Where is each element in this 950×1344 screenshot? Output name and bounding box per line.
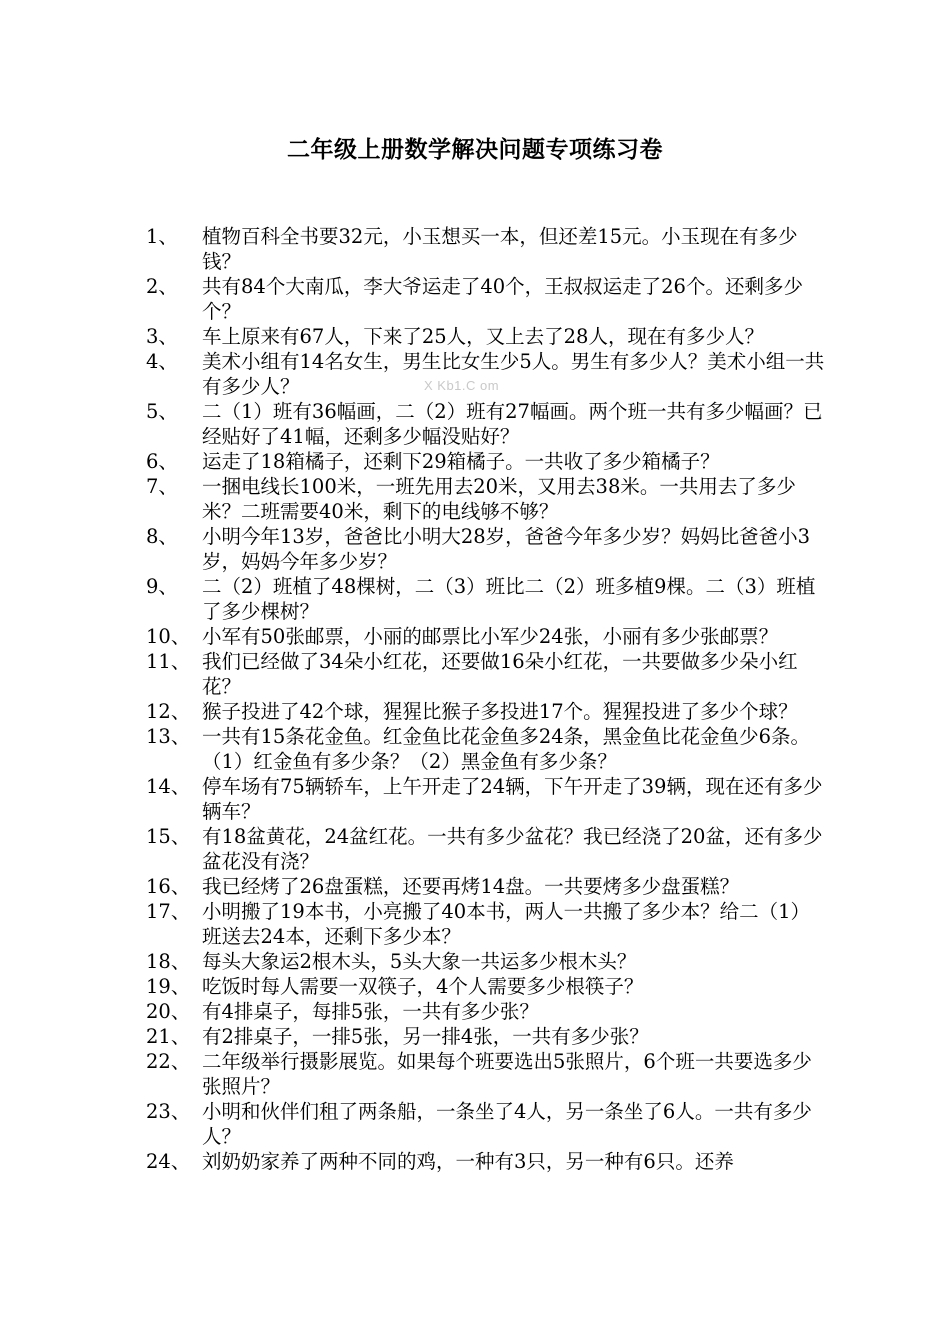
question-item bbox=[146, 324, 826, 349]
question-number: 16、 bbox=[146, 875, 191, 898]
question-text: 运走了18箱橘子，还剩下29箱橘子。一共收了多少箱橘子？ bbox=[202, 450, 720, 473]
question-item bbox=[146, 274, 826, 324]
question-text: 猴子投进了42个球，猩猩比猴子多投进17个。猩猩投进了多少个球？ bbox=[202, 700, 798, 723]
question-text: 美术小组有14名女生，男生比女生少5人。男生有多少人？美术小组一共有多少人？ bbox=[202, 350, 825, 398]
question-number: 3、 bbox=[146, 325, 178, 348]
question-item bbox=[146, 699, 826, 724]
question-item bbox=[146, 624, 826, 649]
question-text: 小明和伙伴们租了两条船，一条坐了4人，另一条坐了6人。一共有多少人？ bbox=[202, 1100, 812, 1148]
question-text: 小明今年13岁，爸爸比小明大28岁，爸爸今年多少岁？妈妈比爸爸小3岁，妈妈今年多少岁？ bbox=[202, 525, 811, 573]
question-number: 5、 bbox=[146, 400, 178, 423]
question-number: 19、 bbox=[146, 975, 191, 998]
question-text: 我们已经做了34朵小红花，还要做16朵小红花，一共要做多少朵小红花？ bbox=[202, 650, 798, 698]
question-item bbox=[146, 474, 826, 524]
question-number: 20、 bbox=[146, 1000, 191, 1023]
question-item bbox=[146, 224, 826, 274]
question-text: 二（2）班植了48棵树，二（3）班比二（2）班多植9棵。二（3）班植了多少棵树？ bbox=[202, 575, 816, 623]
question-item bbox=[146, 649, 826, 699]
question-item bbox=[146, 349, 826, 399]
question-list bbox=[146, 224, 826, 1174]
question-number: 22、 bbox=[146, 1050, 191, 1073]
question-number: 8、 bbox=[146, 525, 178, 548]
question-text: 小军有50张邮票，小丽的邮票比小军少24张，小丽有多少张邮票？ bbox=[202, 625, 779, 648]
question-number: 13、 bbox=[146, 725, 191, 748]
question-item bbox=[146, 974, 826, 999]
question-item bbox=[146, 949, 826, 974]
question-item bbox=[146, 999, 826, 1024]
question-text: 每头大象运2根木头，5头大象一共运多少根木头？ bbox=[202, 950, 637, 973]
question-number: 14、 bbox=[146, 775, 191, 798]
question-item bbox=[146, 899, 826, 949]
question-item bbox=[146, 774, 826, 824]
question-number: 15、 bbox=[146, 825, 191, 848]
question-number: 18、 bbox=[146, 950, 191, 973]
watermark: X Kb1.C om bbox=[424, 378, 500, 393]
question-text: 小明搬了19本书，小亮搬了40本书，两人一共搬了多少本？给二（1）班送去24本，还剩下多少本？ bbox=[202, 900, 811, 948]
question-number: 11、 bbox=[146, 650, 191, 673]
question-item bbox=[146, 1049, 826, 1099]
question-text: 一共有15条花金鱼。红金鱼比花金鱼多24条，黑金鱼比花金鱼少6条。（1）红金鱼有多少条？（2）黑金鱼有多少条？ bbox=[202, 725, 811, 773]
question-text: 有2排桌子，一排5张，另一排4张，一共有多少张？ bbox=[202, 1025, 649, 1048]
question-item bbox=[146, 574, 826, 624]
question-text: 停车场有75辆轿车，上午开走了24辆，下午开走了39辆，现在还有多少辆车？ bbox=[202, 775, 823, 823]
question-number: 21、 bbox=[146, 1025, 191, 1048]
question-text: 有18盆黄花，24盆红花。一共有多少盆花？我已经浇了20盆，还有多少盆花没有浇？ bbox=[202, 825, 823, 873]
question-text: 二年级举行摄影展览。如果每个班要选出5张照片，6个班一共要选多少张照片？ bbox=[202, 1050, 812, 1098]
question-item bbox=[146, 824, 826, 874]
question-item bbox=[146, 1149, 826, 1174]
question-number: 9、 bbox=[146, 575, 178, 598]
question-item bbox=[146, 524, 826, 574]
page-title: 二年级上册数学解决问题专项练习卷 bbox=[287, 136, 663, 163]
question-text: 一捆电线长100米，一班先用去20米，又用去38米。一共用去了多少米？二班需要40米，剩下的电线够不够？ bbox=[202, 475, 796, 523]
question-text: 吃饭时每人需要一双筷子，4个人需要多少根筷子？ bbox=[202, 975, 644, 998]
question-text: 刘奶奶家养了两种不同的鸡，一种有3只，另一种有6只。还养 bbox=[202, 1150, 734, 1173]
question-number: 6、 bbox=[146, 450, 178, 473]
question-number: 24、 bbox=[146, 1150, 191, 1173]
question-item bbox=[146, 724, 826, 774]
question-number: 4、 bbox=[146, 350, 178, 373]
question-text: 二（1）班有36幅画，二（2）班有27幅画。两个班一共有多少幅画？已经贴好了41幅，还剩多少幅没贴好？ bbox=[202, 400, 823, 448]
question-number: 10、 bbox=[146, 625, 191, 648]
question-number: 2、 bbox=[146, 275, 178, 298]
question-number: 23、 bbox=[146, 1100, 191, 1123]
question-text: 共有84个大南瓜，李大爷运走了40个，王叔叔运走了26个。还剩多少个？ bbox=[202, 275, 803, 323]
question-text: 车上原来有67人，下来了25人，又上去了28人，现在有多少人？ bbox=[202, 325, 764, 348]
question-item bbox=[146, 874, 826, 899]
question-number: 1、 bbox=[146, 225, 178, 248]
question-number: 12、 bbox=[146, 700, 191, 723]
question-item bbox=[146, 449, 826, 474]
question-number: 17、 bbox=[146, 900, 191, 923]
question-item bbox=[146, 399, 826, 449]
question-item bbox=[146, 1099, 826, 1149]
question-item bbox=[146, 1024, 826, 1049]
question-number: 7、 bbox=[146, 475, 178, 498]
question-text: 有4排桌子，每排5张，一共有多少张？ bbox=[202, 1000, 539, 1023]
question-text: 我已经烤了26盘蛋糕，还要再烤14盘。一共要烤多少盘蛋糕？ bbox=[202, 875, 740, 898]
question-text: 植物百科全书要32元，小玉想买一本，但还差15元。小玉现在有多少钱？ bbox=[202, 225, 798, 273]
